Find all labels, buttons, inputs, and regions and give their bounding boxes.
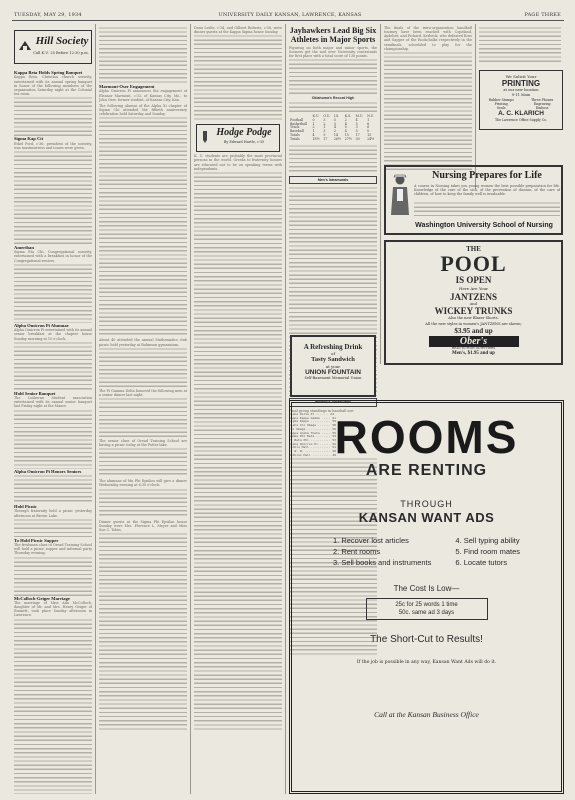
list-item: Corbin Hall ........... 51 [289,445,336,450]
nurse-icon [390,173,410,217]
obers-subtitle: HEAD TO FOOT OUTFITTERS [451,346,496,350]
column-2 [99,26,187,794]
pool-brand-1: JANTZENS [449,292,497,302]
list-item: Sigma Kappa ........... 59 [289,419,336,424]
rooms-subtitle: ARE RENTING [365,462,488,479]
service-item: Printing [494,102,508,106]
list-item: Gamma Phi Beta ........ 54 [289,434,336,439]
filler-text [194,171,282,731]
filler-text [14,150,92,245]
hodge-podge-byline: By Edward Hartle, c'35 [223,140,265,145]
table-header-cell: N.U. [367,114,375,119]
column-3 [194,26,282,794]
table-cell: 4 [312,133,315,138]
article-body: K. U. students are probably the most provincial persons in the world. Greeks to fraternity houses are educated not to be on speaking terms with independents. [194,154,282,171]
article-head: Hold Picnic [14,503,37,509]
service-item: Seals [496,106,506,110]
list-item: 1. Recover lost articles [333,536,409,545]
nursing-title: Nursing Prepares for Life [432,170,542,181]
header-page-number: PAGE THREE [524,12,561,18]
table-cell: 17 [355,133,360,138]
article-head: Alpha Omicron Pi Alumnae [14,322,69,328]
filler-text [14,409,92,469]
article-body: The freshmen class of Oread Training School will hold a picnic supper and informal party Thursday evening. [14,543,92,556]
table-cell: 3 [323,117,326,122]
table-cell: Football [290,117,304,122]
table-cell: Basketball [290,121,307,126]
filler-text [99,532,187,732]
article-head: Hold Senior Banquet [14,390,56,396]
article-body: Figuring on both major and minor sports, the Sooners get the nod over University contestants for first place with a total score of 138 points. [289,46,377,59]
table-cell: 18½ [312,136,320,141]
article-body: The Pi Gamma Delta honored the following men at a senior dinner last night. [99,388,187,397]
article [14,70,92,96]
rooms-kansan: KANSAN WANT ADS [358,510,495,525]
article-body: Sigma Eta Chi, Congregational sorority, entertained with a breakfast in honor of the Congregational seniors. [14,250,92,263]
ad-line: Self-Basement Memorial Union [304,376,362,380]
article-body: Dinner guests at the Sigma Phi Epsilon house Sunday were Mrs. Florence L. Meyer and Miss Sue C. Tobin. [99,519,187,532]
table-cell: Totals [290,136,300,141]
pool-also: Also the new Blazer Shorts. [448,316,499,320]
list-item: I. W. W. .............. 50 [289,449,336,454]
filler-text [384,51,472,171]
sports-subhead: Oklahoma's Record High [311,96,355,101]
table-header-cell: K.U. [312,114,320,119]
article [14,245,92,263]
table-cell: 2 [312,125,315,130]
filler-text [414,201,560,219]
printing-services [480,98,562,110]
article-head: To Hold Picnic Supper [14,537,59,543]
article-body: The finals of the intra-organization handball tourney have been reached with Copeland, Aydelott, and Pickard. Kerbeck, who defeated Ross and Sapper of the Rockchalks respectively in the semifinals, scheduled to play for the championship. [384,26,472,51]
article [14,136,92,150]
article-body: The marriage of Miss Ada McColloch, daughter of Mr. and Mrs. Henry Geiger of Emmett, took place Sunday afternoon in Lawrence. [14,600,92,618]
article [14,504,92,518]
list-item: Kappa Alpha Theta ..... 55 [289,430,336,435]
pool-here: Here Are Your [458,286,489,291]
pool-the: THE [466,245,481,253]
table-cell: 4 [344,129,347,134]
list-item: Alpha Omicron Pi ...... 52 [289,441,336,446]
table-cell: 5 [344,125,347,130]
filler-text [14,96,92,136]
rooms-cost-2: 50c. same ad 3 days [398,610,455,616]
article-head: McColloch-Geiger Marriage [14,595,70,601]
table-cell: 17 [323,136,328,141]
list-item: 5. Find room mates [455,547,520,556]
table-cell: 1 [323,125,326,130]
printing-company-address: The Lawrence Office Supply Co. [494,117,548,122]
union-fountain-ad [290,335,376,397]
printing-company-name: A. C. KLARICH [498,110,544,117]
ad-line: UNION FOUNTAIN [305,368,361,376]
article [14,538,92,556]
pool-all-new: All the new styles in women's JANTZENS are shown; [425,322,522,326]
service-item: Emboss [535,106,549,110]
filler-text [99,397,187,437]
article-body: Alpha Omicron Pi announces the engagement of Eleanor Marmont, c'33, of Kansas City, Mo., to John Oser, former student, of Kansas City, Kan. [99,89,187,102]
ad-line: 9-11 Main [511,92,531,97]
column-rule [285,24,286,794]
article-head: Alpha Omicron Pi Honors Seniors [14,468,82,474]
header-date: TUESDAY, MAY 29, 1934 [14,12,82,18]
table-cell: 26½ [333,136,342,141]
list-item: Alpha Delta Pi ....... 62 [289,411,335,416]
nursing-footer: Washington University School of Nursing [415,222,553,229]
article [14,469,92,474]
article-head: Sigma Kap Cit [14,136,44,142]
table-cell: 1 [312,121,315,126]
nursing-body: A course in Nursing takes you young women the best possible preparation for life. Knowledge of the care of the sick, of the prevention of disease, of the care of children, of how to keep the family well is invaluable. [414,184,560,197]
article [99,84,187,102]
article-body: The following alumni of the Alpha Xi chapter of Sigma Chi attended the fiftieth anniversary celebration held Saturday and Sunday. [99,103,187,117]
filler-text [289,101,377,115]
table-cell: 2 [344,117,347,122]
filler-text [289,144,377,174]
article-body: Dean Leslie, c'34, and Gilbert Roberts, c'36, were dinner guests at the Kappa Sigma house Sunday. [194,26,282,35]
column-rule [380,24,381,364]
mens-intramurals-head: Men's Intramurals [317,177,349,182]
column-rule [95,24,96,794]
column-rule [190,24,191,794]
rooms-through: THROUGH [400,499,453,509]
filler-text [289,58,377,94]
hill-society-sub: Call K.U. 25 Before 12:30 p.m. [33,51,89,55]
standings-table [289,115,377,142]
table-cell: 6 [367,121,370,126]
table-cell: Track [290,125,300,130]
table-cell: Baseball [290,129,304,134]
service-item: Engraving [533,102,551,106]
filler-text [479,26,561,62]
article-head: Kappa Beta Holds Spring Banquet [14,70,83,75]
article-head: Marmont-Oser Engagement [99,84,155,89]
article-head: Ameriban [14,244,34,250]
mens-intramurals-box [289,176,377,185]
filler-text [14,341,92,391]
printing-ad [479,70,563,130]
rooms-cost-head: The Cost Is Low— [393,584,460,593]
ad-line: A Refreshing Drink [303,343,363,351]
ad-line: We Solicit Your [505,74,537,79]
list-item: 4. Sell typing ability [455,536,520,545]
rooms-call: Call at the Kansan Business Office [374,710,479,719]
table-cell: 5 [333,117,336,122]
list-item: Alpha Chi Omega ....... 58 [289,423,336,428]
table-cell: 2 [333,129,336,134]
article-body: Alpha Omicron Pi entertained with its annual senior breakfast at the chapter house Sunday morning at 10 o'clock. [14,328,92,341]
filler-text [14,618,92,794]
table-cell: 5 [355,129,358,134]
table-cell: 4 [355,117,358,122]
rooms-note: If the job is possible in any way, Kansan Want Ads will do it. [356,660,497,665]
table-cell: 3 [323,129,326,134]
table-cell: 0 [312,117,315,122]
table-cell: 0 [367,129,370,134]
column-5 [384,26,472,186]
article-body: Through fraternity held a picnic yesterday afternoon at Brown Lake. [14,509,92,518]
pool-title: POOL [440,251,507,276]
table-cell: 13 [367,133,372,138]
obers-logo: Ober's [429,336,519,347]
list-item: 3. Sell books and instruments [333,558,432,567]
article-body: The Lutheran Student association entertained with its annual senior banquet last Friday night at the Manor. [14,396,92,409]
list-item: 2. Rent rooms [333,547,381,556]
filler-text [14,263,92,323]
filler-text [14,518,92,538]
pool-ad [384,240,563,365]
table-header-cell: O.U. [323,114,331,119]
hill-icon [18,37,32,51]
table-cell: 1 [367,117,370,122]
table-cell: 2 [323,121,326,126]
womens-intramurals-head: Women's Intramurals [314,400,352,405]
table-header-cell: M.U. [355,114,364,119]
pool-and: and [470,302,477,306]
table-header-cell: I.S. [333,114,340,119]
service-item: Three Phones [531,98,554,102]
rooms-cost-1: 25c for 25 words 1 time [395,602,458,608]
article-body: The alumnae of Mu Phi Epsilon will give a dinner Wednesday evening at 6:30 o'clock. [99,479,187,488]
rooms-cost-box [366,598,488,620]
table-cell: 9 [323,133,326,138]
table-cell: 4 [333,125,336,130]
pool-price-1: $3.95 and up [454,327,493,335]
hodge-podge-box [196,124,280,152]
list-item: Kappa Kappa Gamma ..... 61 [289,415,336,420]
table-cell: 1 [312,129,315,134]
filler-text [99,347,187,387]
filler-text [14,474,92,504]
table-cell: 30 [355,136,360,141]
article [14,323,92,341]
table-cell: 5 [355,121,358,126]
ad-line: of [331,351,335,356]
list-item: 6. Locate tutors [455,558,508,567]
rooms-list [292,535,561,568]
list-item: Pi Beta Phi ........... 53 [289,437,336,442]
service-item: Rubber Stamps [488,98,514,102]
filler-text [194,34,282,122]
rooms-ad [289,400,564,794]
pool-brand-2: WICKEY TRUNKS [434,306,513,316]
table-cell: Totals [290,133,300,138]
column-6 [479,26,561,66]
filler-text [14,556,92,596]
article-body: Ethel Ford, c'36, president of the sorority, was toastmistress and toasts were given. [14,141,92,150]
table-cell: 6 [367,125,370,130]
table-cell: 3 [333,121,336,126]
table-cell: 24½ [367,136,375,141]
article-body: Final group standings in baseball are: [289,408,355,413]
filler-text [99,447,187,477]
rooms-title: ROOMS [334,411,519,463]
pool-is-open: IS OPEN [455,275,492,285]
nursing-ad [384,165,563,235]
table-cell: 14 [333,133,338,138]
filler-text [99,26,187,84]
table-cell: 4 [344,121,347,126]
article-body: The senior class of Oread Training School are having a picnic today at the Potter lake. [99,438,187,448]
filler-text [99,116,187,336]
table-cell: 15 [344,133,349,138]
header-masthead: UNIVERSITY DAILY KANSAN, LAWRENCE, KANSAS [218,12,362,18]
ad-line: at your [325,363,341,369]
rooms-shortcut: The Short-Cut to Results! [370,634,483,645]
ad-line: PRINTING [501,79,541,88]
ad-line: at our new location [503,88,539,92]
ad-line: Tasty Sandwich [311,356,355,363]
article-body: About 40 attended the annual Mathematics club picnic held yesterday at Robinson gymnasium. [99,338,187,347]
hodge-podge-title: Hodge Podge [216,127,272,139]
article [14,596,92,618]
table-cell: 27½ [344,136,352,141]
hill-society-title: Hill Society [35,35,89,47]
pool-price-2: Men's, $1.95 and up [452,350,495,356]
filler-text [99,488,187,518]
list-item: Watkins Hall .......... 49 [289,452,336,457]
table-cell: 3 [355,125,358,130]
header-rule [12,20,564,21]
article-body: Kappa Beta, Christian church sorority, entertained with its annual spring banquet in honor of the following members of the organization Saturday night at the Colonial tea room. [14,75,92,97]
list-item: Chi Omega ............. 56 [289,426,336,431]
article [14,391,92,409]
sports-headline: Jayhawkers Lead Big Six Athletes in Major Sports [289,26,377,44]
column-1 [14,70,92,794]
table-header-cell: K.S. [344,114,352,119]
table-total-row [289,138,377,142]
hill-society-box [14,30,92,64]
